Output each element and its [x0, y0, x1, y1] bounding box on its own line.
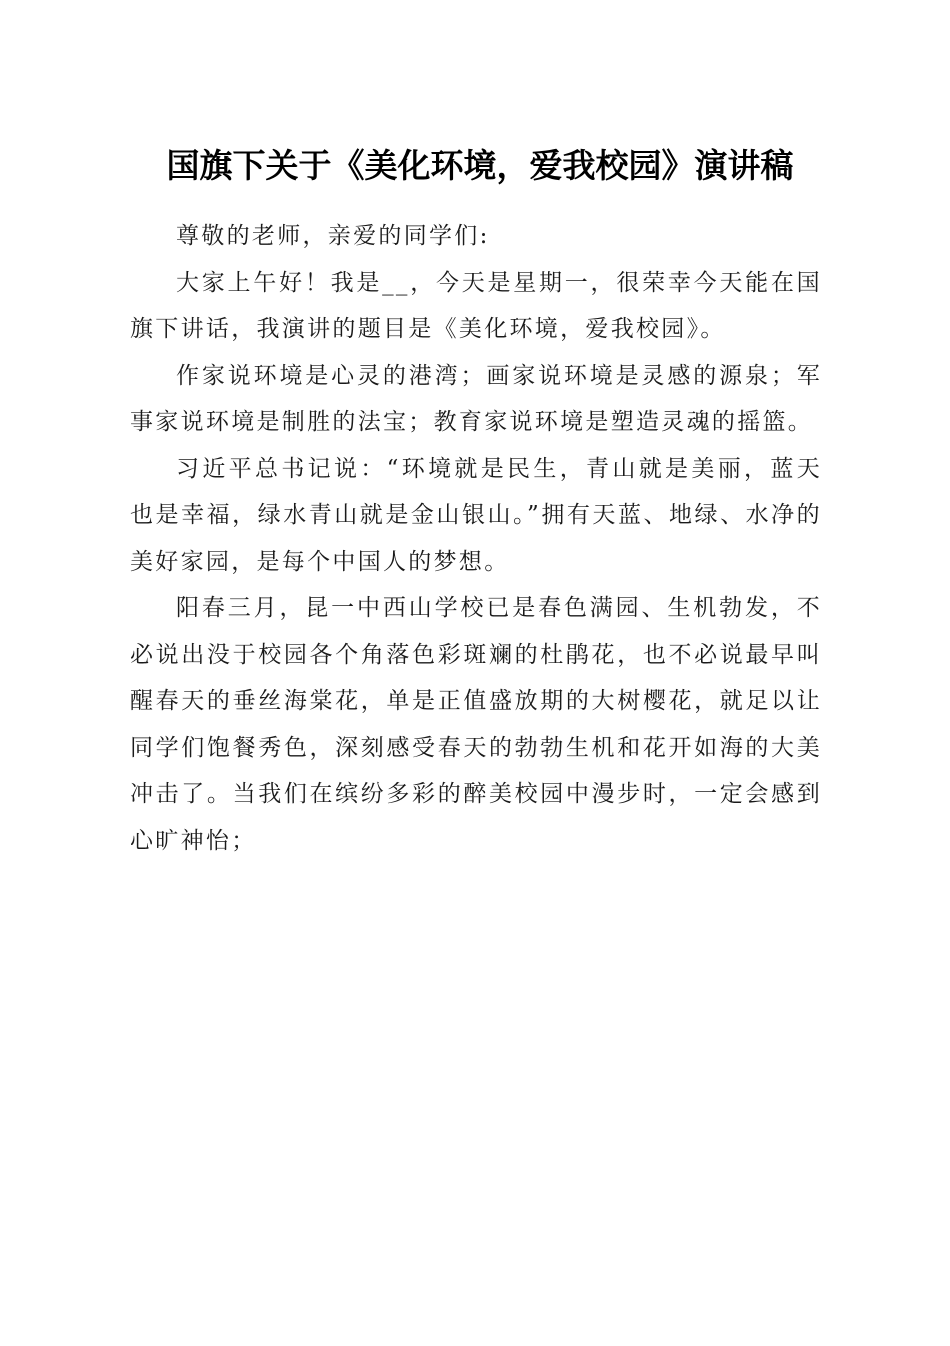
- paragraph-spring-campus: 阳春三月，昆一中西山学校已是春色满园、生机勃发，不必说出没于校园各个角落色彩斑斓的杜鹃花，也不必说最早叫醒春天的垂丝海棠花，单是正值盛放期的大树樱花，就足以让同学们饱餐秀色，深刻感受春天的勃勃生机和花开如海的大美冲击了。当我们在缤纷多彩的醉美校园中漫步时，一定会感到心旷神怡；: [130, 595, 822, 854]
- document-title: 国旗下关于《美化环境，爱我校园》演讲稿: [166, 146, 794, 185]
- paragraph-greeting: 尊敬的老师，亲爱的同学们:: [176, 223, 490, 249]
- paragraph-environment-quotes: 作家说环境是心灵的港湾；画家说环境是灵感的源泉；军事家说环境是制胜的法宝；教育家说环境是塑造灵魂的摇篮。: [130, 362, 822, 435]
- paragraph-introduction: 大家上午好！我是__，今天是星期一，很荣幸今天能在国旗下讲话，我演讲的题目是《美化环境，爱我校园》。: [130, 269, 822, 342]
- paragraph-xi-quote: 习近平总书记说：“环境就是民生，青山就是美丽，蓝天也是幸福，绿水青山就是金山银山。”拥有天蓝、地绿、水净的美好家园，是每个中国人的梦想。: [130, 455, 822, 575]
- document-body: [130, 213, 822, 864]
